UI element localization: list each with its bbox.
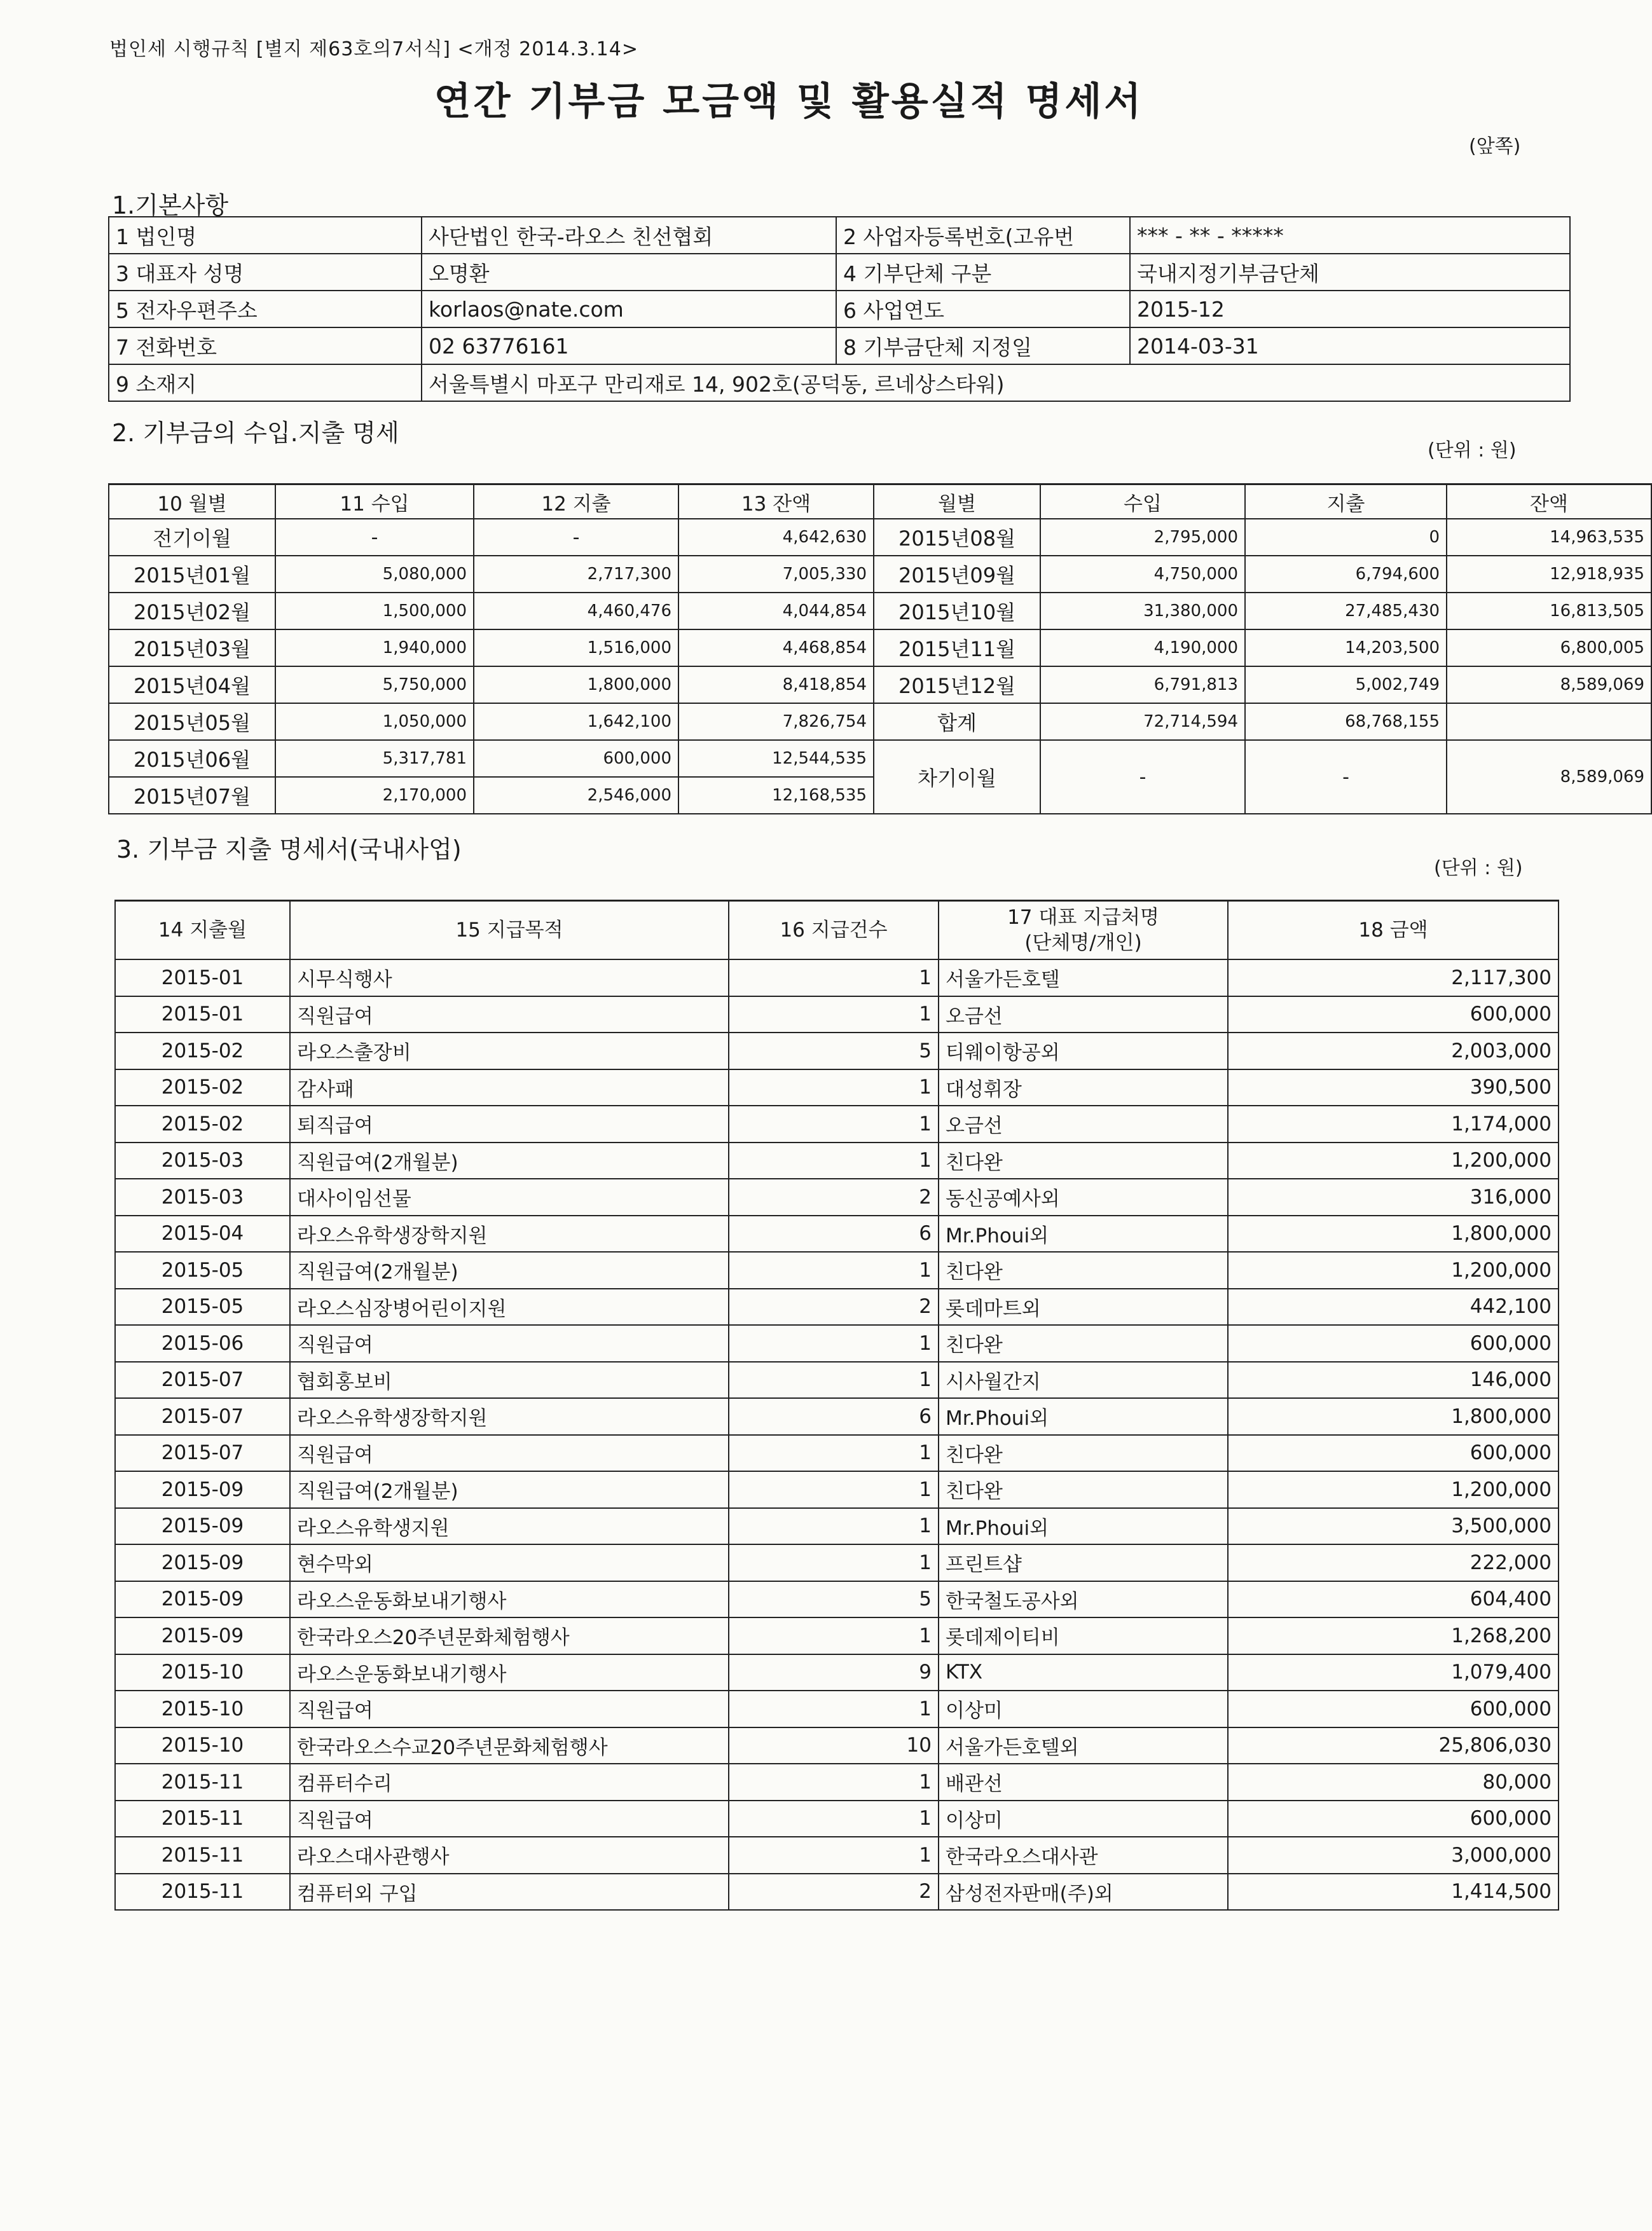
expense-purpose: 시무식행사	[290, 959, 729, 996]
col-header: 12 지출	[474, 484, 678, 519]
field-label: 7 전화번호	[109, 327, 422, 364]
expense-count: 1	[729, 1471, 939, 1508]
table-row	[115, 1216, 1559, 1253]
expense-purpose: 한국라오스20주년문화체험행사	[290, 1617, 729, 1654]
expense-amount: 316,000	[1228, 1179, 1559, 1216]
carry-expense-cell: -	[1245, 740, 1447, 814]
expense-amount: 1,800,000	[1228, 1216, 1559, 1253]
table-row	[115, 1435, 1559, 1472]
carry-month-cell: 차기이월	[874, 740, 1040, 814]
balance-cell: 12,918,935	[1447, 556, 1651, 593]
expense-amount: 600,000	[1228, 1801, 1559, 1837]
expense-count: 2	[729, 1874, 939, 1911]
expense-month: 2015-09	[115, 1471, 290, 1508]
income-cell: 5,317,781	[275, 740, 474, 777]
income-cell: 2,795,000	[1040, 519, 1245, 556]
table-row	[115, 1581, 1559, 1618]
field-value: korlaos@nate.com	[422, 291, 836, 327]
income-cell: 72,714,594	[1040, 703, 1245, 740]
table-row	[115, 1544, 1559, 1581]
expense-cell: 68,768,155	[1245, 703, 1447, 740]
expense-amount: 604,400	[1228, 1581, 1559, 1618]
expense-payee: 동신공예사외	[939, 1179, 1228, 1216]
expense-payee: 오금선	[939, 996, 1228, 1033]
expense-cell: 6,794,600	[1245, 556, 1447, 593]
balance-row	[109, 629, 1651, 666]
month-cell: 2015년07월	[109, 777, 275, 814]
balance-row	[109, 666, 1651, 703]
expense-amount: 1,414,500	[1228, 1874, 1559, 1911]
field-label: 4 기부단체 구분	[836, 254, 1130, 291]
expense-payee: 삼성전자판매(주)외	[939, 1874, 1228, 1911]
col-header: 11 수입	[275, 484, 474, 519]
expense-amount: 1,268,200	[1228, 1617, 1559, 1654]
income-cell: 1,050,000	[275, 703, 474, 740]
expense-purpose: 라오스유학생장학지원	[290, 1216, 729, 1253]
expense-count: 1	[729, 1106, 939, 1143]
expense-payee: 배관선	[939, 1764, 1228, 1801]
expense-amount: 2,003,000	[1228, 1033, 1559, 1069]
expense-cell: 2,546,000	[474, 777, 678, 814]
balance-cell: 4,044,854	[678, 593, 874, 629]
balance-row	[109, 593, 1651, 629]
expense-amount: 1,800,000	[1228, 1398, 1559, 1435]
balance-cell: 7,826,754	[678, 703, 874, 740]
expense-month: 2015-04	[115, 1216, 290, 1253]
basic-info-row	[109, 291, 1570, 327]
expense-count: 1	[729, 1362, 939, 1399]
expense-amount: 1,200,000	[1228, 1471, 1559, 1508]
income-expense-table	[108, 483, 1652, 814]
expense-purpose: 직원급여(2개월분)	[290, 1143, 729, 1179]
expense-month: 2015-05	[115, 1252, 290, 1289]
income-cell: 4,190,000	[1040, 629, 1245, 666]
col-header-purpose: 15 지급목적	[290, 901, 729, 960]
table-row	[115, 1874, 1559, 1911]
expense-purpose: 직원급여	[290, 1435, 729, 1472]
expense-month: 2015-09	[115, 1544, 290, 1581]
balance-cell: 4,468,854	[678, 629, 874, 666]
col-header-payee-line1: 17 대표 지급처명	[1007, 905, 1159, 929]
field-value: 오명환	[422, 254, 836, 291]
field-value: 2014-03-31	[1130, 327, 1570, 364]
expense-count: 2	[729, 1179, 939, 1216]
table-row	[115, 1508, 1559, 1545]
table-row	[115, 1837, 1559, 1874]
col-header-amount: 18 금액	[1228, 901, 1559, 960]
expense-count: 2	[729, 1289, 939, 1326]
col-header: 13 잔액	[678, 484, 874, 519]
expense-cell: 1,642,100	[474, 703, 678, 740]
table-row	[115, 959, 1559, 996]
field-label: 6 사업연도	[836, 291, 1130, 327]
carry-balance-cell: 8,589,069	[1447, 740, 1651, 814]
table-row	[115, 1106, 1559, 1143]
address-row	[109, 364, 1570, 401]
expense-payee: 이상미	[939, 1801, 1228, 1837]
expense-purpose: 라오스출장비	[290, 1033, 729, 1069]
expense-count: 9	[729, 1654, 939, 1691]
income-cell: -	[275, 519, 474, 556]
basic-info-row	[109, 254, 1570, 291]
expense-purpose: 라오스대사관행사	[290, 1837, 729, 1874]
balance-cell: 4,642,630	[678, 519, 874, 556]
expense-month: 2015-11	[115, 1801, 290, 1837]
expense-purpose: 협회홍보비	[290, 1362, 729, 1399]
expense-count: 1	[729, 1435, 939, 1472]
expense-month: 2015-10	[115, 1691, 290, 1727]
balance-cell: 6,800,005	[1447, 629, 1651, 666]
expense-purpose: 한국라오스수교20주년문화체험행사	[290, 1727, 729, 1764]
table-row	[115, 1289, 1559, 1326]
expense-cell: 600,000	[474, 740, 678, 777]
expense-amount: 1,200,000	[1228, 1252, 1559, 1289]
col-header: 잔액	[1447, 484, 1651, 519]
table-row	[115, 1143, 1559, 1179]
expense-count: 1	[729, 1837, 939, 1874]
month-cell: 2015년02월	[109, 593, 275, 629]
section2-heading: 2. 기부금의 수입.지출 명세	[112, 419, 399, 447]
expense-count: 1	[729, 1252, 939, 1289]
expense-purpose: 퇴직급여	[290, 1106, 729, 1143]
balance-cell: 14,963,535	[1447, 519, 1651, 556]
expense-count: 1	[729, 996, 939, 1033]
expense-count: 10	[729, 1727, 939, 1764]
expense-payee: 한국철도공사외	[939, 1581, 1228, 1618]
expense-month: 2015-10	[115, 1727, 290, 1764]
expense-purpose: 직원급여	[290, 996, 729, 1033]
table-row	[115, 996, 1559, 1033]
table-row	[115, 1362, 1559, 1399]
expense-month: 2015-09	[115, 1581, 290, 1618]
expense-month: 2015-07	[115, 1362, 290, 1399]
col-header-month: 14 지출월	[115, 901, 290, 960]
expense-amount: 1,174,000	[1228, 1106, 1559, 1143]
balance-row	[109, 556, 1651, 593]
expense-payee: 오금선	[939, 1106, 1228, 1143]
field-value: 사단법인 한국-라오스 친선협회	[422, 217, 836, 254]
expense-purpose: 대사이임선물	[290, 1179, 729, 1216]
expense-cell: 27,485,430	[1245, 593, 1447, 629]
expense-payee: 대성휘장	[939, 1069, 1228, 1106]
section2-unit: (단위 : 원)	[1428, 439, 1517, 462]
balance-cell: 12,544,535	[678, 740, 874, 777]
field-label: 8 기부금단체 지정일	[836, 327, 1130, 364]
expense-count: 1	[729, 1691, 939, 1727]
month-cell: 2015년09월	[874, 556, 1040, 593]
expense-purpose: 라오스유학생장학지원	[290, 1398, 729, 1435]
expense-month: 2015-11	[115, 1764, 290, 1801]
expense-count: 1	[729, 1069, 939, 1106]
table-row	[115, 1617, 1559, 1654]
carry-income-cell: -	[1040, 740, 1245, 814]
expense-cell: 2,717,300	[474, 556, 678, 593]
expense-count: 6	[729, 1398, 939, 1435]
expense-payee: 롯데마트외	[939, 1289, 1228, 1326]
expense-month: 2015-02	[115, 1106, 290, 1143]
expense-month: 2015-07	[115, 1398, 290, 1435]
address-value: 서울특별시 마포구 만리재로 14, 902호(공덕동, 르네상스타워)	[422, 364, 1570, 401]
expense-purpose: 직원급여	[290, 1325, 729, 1362]
balance-cell: 7,005,330	[678, 556, 874, 593]
expense-month: 2015-01	[115, 959, 290, 996]
month-cell: 2015년03월	[109, 629, 275, 666]
expense-amount: 1,200,000	[1228, 1143, 1559, 1179]
expense-payee: 롯데제이티비	[939, 1617, 1228, 1654]
income-cell: 5,080,000	[275, 556, 474, 593]
field-value: 2015-12	[1130, 291, 1570, 327]
expense-cell: 1,516,000	[474, 629, 678, 666]
balance-cell	[1447, 703, 1651, 740]
basic-info-table	[108, 216, 1571, 402]
expense-amount: 3,000,000	[1228, 1837, 1559, 1874]
income-cell: 2,170,000	[275, 777, 474, 814]
expense-purpose: 라오스유학생지원	[290, 1508, 729, 1545]
income-cell: 1,940,000	[275, 629, 474, 666]
income-cell: 4,750,000	[1040, 556, 1245, 593]
expense-payee: Mr.Phoui외	[939, 1216, 1228, 1253]
expense-count: 1	[729, 1143, 939, 1179]
table-row	[115, 1069, 1559, 1106]
expense-amount: 3,500,000	[1228, 1508, 1559, 1545]
expense-month: 2015-11	[115, 1874, 290, 1911]
expense-count: 1	[729, 1508, 939, 1545]
month-cell: 전기이월	[109, 519, 275, 556]
expense-amount: 600,000	[1228, 996, 1559, 1033]
month-cell: 2015년04월	[109, 666, 275, 703]
table-row	[115, 1252, 1559, 1289]
expense-month: 2015-03	[115, 1143, 290, 1179]
expense-amount: 146,000	[1228, 1362, 1559, 1399]
field-label: 3 대표자 성명	[109, 254, 422, 291]
domestic-expense-table	[114, 900, 1559, 1911]
expense-month: 2015-01	[115, 996, 290, 1033]
table-row	[115, 1179, 1559, 1216]
field-label: 5 전자우편주소	[109, 291, 422, 327]
income-cell: 6,791,813	[1040, 666, 1245, 703]
expense-payee: 친다완	[939, 1252, 1228, 1289]
expense-cell: -	[474, 519, 678, 556]
expense-purpose: 직원급여(2개월분)	[290, 1471, 729, 1508]
expense-purpose: 컴퓨터수리	[290, 1764, 729, 1801]
expense-payee: Mr.Phoui외	[939, 1398, 1228, 1435]
expense-cell: 5,002,749	[1245, 666, 1447, 703]
expense-payee: 프린트샵	[939, 1544, 1228, 1581]
expense-purpose: 직원급여	[290, 1691, 729, 1727]
section3-unit: (단위 : 원)	[1434, 857, 1523, 879]
month-cell: 2015년11월	[874, 629, 1040, 666]
expense-count: 1	[729, 959, 939, 996]
expense-amount: 2,117,300	[1228, 959, 1559, 996]
expense-count: 1	[729, 1325, 939, 1362]
expense-amount: 600,000	[1228, 1325, 1559, 1362]
balance-cell: 8,418,854	[678, 666, 874, 703]
table-row	[115, 1801, 1559, 1837]
expense-month: 2015-11	[115, 1837, 290, 1874]
col-header: 수입	[1040, 484, 1245, 519]
expense-month: 2015-05	[115, 1289, 290, 1326]
col-header-payee-line2: (단체명/개인)	[1024, 931, 1142, 954]
expense-month: 2015-03	[115, 1179, 290, 1216]
col-header-count: 16 지급건수	[729, 901, 939, 960]
expense-cell: 4,460,476	[474, 593, 678, 629]
income-cell: 1,500,000	[275, 593, 474, 629]
table-row	[115, 1727, 1559, 1764]
expense-payee: KTX	[939, 1654, 1228, 1691]
balance-row	[109, 703, 1651, 740]
form-reference: 법인세 시행규칙 [별지 제63호의7서식] <개정 2014.3.14>	[109, 38, 638, 60]
month-cell: 2015년01월	[109, 556, 275, 593]
table-row	[115, 1654, 1559, 1691]
expense-amount: 222,000	[1228, 1544, 1559, 1581]
expense-month: 2015-09	[115, 1617, 290, 1654]
month-cell: 2015년06월	[109, 740, 275, 777]
col-header: 월별	[874, 484, 1040, 519]
field-label: 1 법인명	[109, 217, 422, 254]
expense-month: 2015-06	[115, 1325, 290, 1362]
page-title: 연간 기부금 모금액 및 활용실적 명세서	[434, 79, 1144, 124]
expense-purpose: 직원급여	[290, 1801, 729, 1837]
expense-amount: 600,000	[1228, 1435, 1559, 1472]
expense-purpose: 감사패	[290, 1069, 729, 1106]
expense-payee: 친다완	[939, 1435, 1228, 1472]
expense-purpose: 라오스운동화보내기행사	[290, 1654, 729, 1691]
income-cell: 31,380,000	[1040, 593, 1245, 629]
expense-payee: 친다완	[939, 1471, 1228, 1508]
address-label: 9 소재지	[109, 364, 422, 401]
table-row	[115, 1764, 1559, 1801]
expense-month: 2015-07	[115, 1435, 290, 1472]
expense-count: 5	[729, 1033, 939, 1069]
expense-payee: Mr.Phoui외	[939, 1508, 1228, 1545]
expense-cell: 14,203,500	[1245, 629, 1447, 666]
field-label: 2 사업자등록번호(고유번	[836, 217, 1130, 254]
table-row	[115, 1398, 1559, 1435]
expense-cell: 1,800,000	[474, 666, 678, 703]
expense-count: 1	[729, 1764, 939, 1801]
month-cell: 2015년05월	[109, 703, 275, 740]
basic-info-row	[109, 217, 1570, 254]
expense-payee: 서울가든호텔	[939, 959, 1228, 996]
month-cell: 2015년10월	[874, 593, 1040, 629]
expense-amount: 80,000	[1228, 1764, 1559, 1801]
section1-heading: 1.기본사항	[112, 191, 229, 219]
expense-purpose: 컴퓨터외 구입	[290, 1874, 729, 1911]
balance-cell: 8,589,069	[1447, 666, 1651, 703]
expense-payee: 티웨이항공외	[939, 1033, 1228, 1069]
month-cell: 합계	[874, 703, 1040, 740]
col-header-payee	[939, 901, 1228, 960]
expense-payee: 서울가든호텔외	[939, 1727, 1228, 1764]
field-value: 국내지정기부금단체	[1130, 254, 1570, 291]
col-header: 10 월별	[109, 484, 275, 519]
expense-month: 2015-02	[115, 1033, 290, 1069]
front-side-label: (앞쪽)	[1469, 135, 1521, 158]
expense-amount: 600,000	[1228, 1691, 1559, 1727]
field-value: *** - ** - *****	[1130, 217, 1570, 254]
expense-amount: 442,100	[1228, 1289, 1559, 1326]
table-row	[115, 1325, 1559, 1362]
table-row	[115, 1471, 1559, 1508]
income-cell: 5,750,000	[275, 666, 474, 703]
table-row	[115, 1691, 1559, 1727]
balance-row	[109, 740, 1651, 777]
month-cell: 2015년12월	[874, 666, 1040, 703]
expense-amount: 25,806,030	[1228, 1727, 1559, 1764]
expense-payee: 시사월간지	[939, 1362, 1228, 1399]
expense-payee: 친다완	[939, 1325, 1228, 1362]
expense-payee: 이상미	[939, 1691, 1228, 1727]
expense-purpose: 라오스심장병어린이지원	[290, 1289, 729, 1326]
expense-amount: 1,079,400	[1228, 1654, 1559, 1691]
expense-month: 2015-09	[115, 1508, 290, 1545]
expense-count: 1	[729, 1801, 939, 1837]
expense-amount: 390,500	[1228, 1069, 1559, 1106]
expense-count: 1	[729, 1617, 939, 1654]
month-cell: 2015년08월	[874, 519, 1040, 556]
expense-cell: 0	[1245, 519, 1447, 556]
field-value: 02 63776161	[422, 327, 836, 364]
expense-count: 5	[729, 1581, 939, 1618]
expense-payee: 한국라오스대사관	[939, 1837, 1228, 1874]
basic-info-row	[109, 327, 1570, 364]
table-row	[115, 1033, 1559, 1069]
expense-purpose: 현수막외	[290, 1544, 729, 1581]
expense-month: 2015-02	[115, 1069, 290, 1106]
expense-payee: 친다완	[939, 1143, 1228, 1179]
expense-purpose: 라오스운동화보내기행사	[290, 1581, 729, 1618]
expense-count: 1	[729, 1544, 939, 1581]
balance-cell: 12,168,535	[678, 777, 874, 814]
section3-heading: 3. 기부금 지출 명세서(국내사업)	[116, 835, 462, 863]
balance-row	[109, 519, 1651, 556]
col-header: 지출	[1245, 484, 1447, 519]
expense-purpose: 직원급여(2개월분)	[290, 1252, 729, 1289]
expense-month: 2015-10	[115, 1654, 290, 1691]
balance-cell: 16,813,505	[1447, 593, 1651, 629]
expense-count: 6	[729, 1216, 939, 1253]
